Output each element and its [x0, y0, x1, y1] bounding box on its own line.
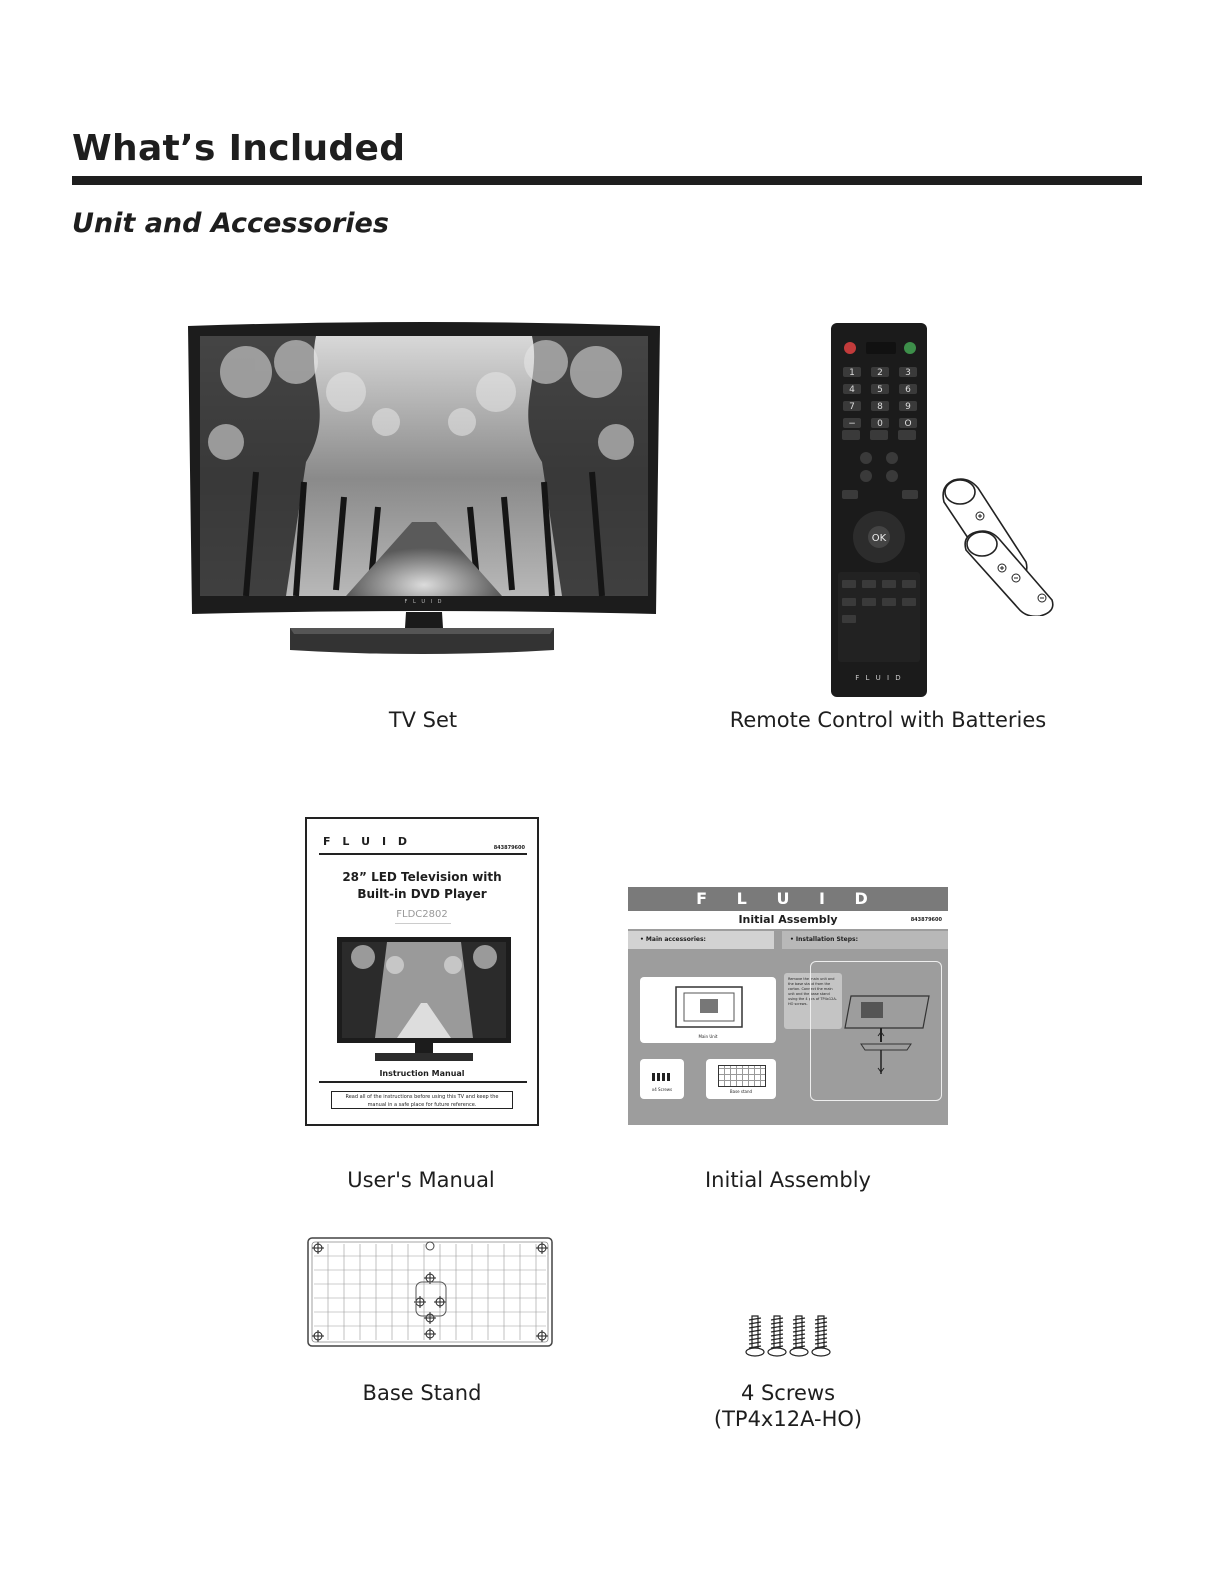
mute-icon [904, 342, 916, 354]
tv-brand-logo: F L U I D [404, 599, 444, 605]
assembly-sheet-title: Initial Assembly [738, 913, 838, 926]
assembly-step-text: Remove the main unit and the base stand from the carton. Connect the main unit and the base stand using the 4 pcs of TP4x12A-HO screws. [784, 973, 842, 1029]
remote-key-label: 8 [877, 402, 883, 412]
tv-set-image [186, 322, 662, 660]
manual-title: 28” LED Television with Built-in DVD Player [342, 870, 502, 901]
remote-key-label: 4 [849, 385, 855, 395]
base-stand-caption: Base Stand [362, 1381, 482, 1405]
ok-button-label: OK [871, 533, 887, 544]
power-icon [844, 342, 856, 354]
remote-key-label: 5 [877, 385, 883, 395]
manual-notice: Read all of the instructions before using this TV and keep the manual in a safe place for future reference. [331, 1091, 513, 1109]
batteries-image [934, 474, 1060, 616]
initial-assembly-image [628, 887, 948, 1125]
remote-key-label: − [848, 419, 856, 429]
remote-key-label: 2 [877, 368, 883, 378]
remote-control-image [830, 322, 928, 698]
assembly-main-unit-label: Main Unit [698, 1034, 718, 1039]
screws-caption [668, 1380, 908, 1432]
remote-key-label: 1 [849, 368, 855, 378]
remote-key-label: 6 [905, 385, 911, 395]
users-manual-caption: User's Manual [347, 1168, 495, 1192]
remote-key-label: 9 [905, 402, 911, 412]
base-stand-image [306, 1236, 554, 1348]
users-manual-image [305, 817, 539, 1126]
screws-image [744, 1312, 832, 1360]
manual-footer-label: Instruction Manual [379, 1069, 465, 1078]
remote-control-caption: Remote Control with Batteries [729, 708, 1047, 732]
title-divider [72, 176, 1142, 185]
remote-key-label: 3 [905, 368, 911, 378]
section-title: Unit and Accessories [72, 208, 389, 239]
manual-model: FLDC2802 [396, 909, 448, 920]
remote-key-label: 7 [849, 402, 855, 412]
assembly-screws-label: x4 Screws [651, 1087, 673, 1092]
remote-key-label: 0 [877, 419, 883, 429]
tv-set-caption: TV Set [388, 708, 458, 732]
screws-caption-line1: 4 Screws [740, 1381, 836, 1405]
remote-brand-logo: F L U I D [855, 674, 903, 682]
assembly-base-stand-label: Base stand [729, 1089, 753, 1094]
page-title: What’s Included [72, 128, 406, 169]
initial-assembly-caption: Initial Assembly [704, 1168, 871, 1192]
assembly-brand-logo: F L U I D [696, 889, 880, 908]
screws-caption-line2: (TP4x12A-HO) [713, 1407, 863, 1431]
assembly-part-number: 843879600 [910, 917, 942, 923]
assembly-right-tab: • Installation Steps: [782, 931, 948, 949]
manual-part-number: 843879600 [493, 845, 525, 851]
remote-key-label: Ο [904, 419, 912, 429]
assembly-left-tab: • Main accessories: [628, 931, 774, 949]
manual-brand-logo: F L U I D [323, 835, 411, 848]
